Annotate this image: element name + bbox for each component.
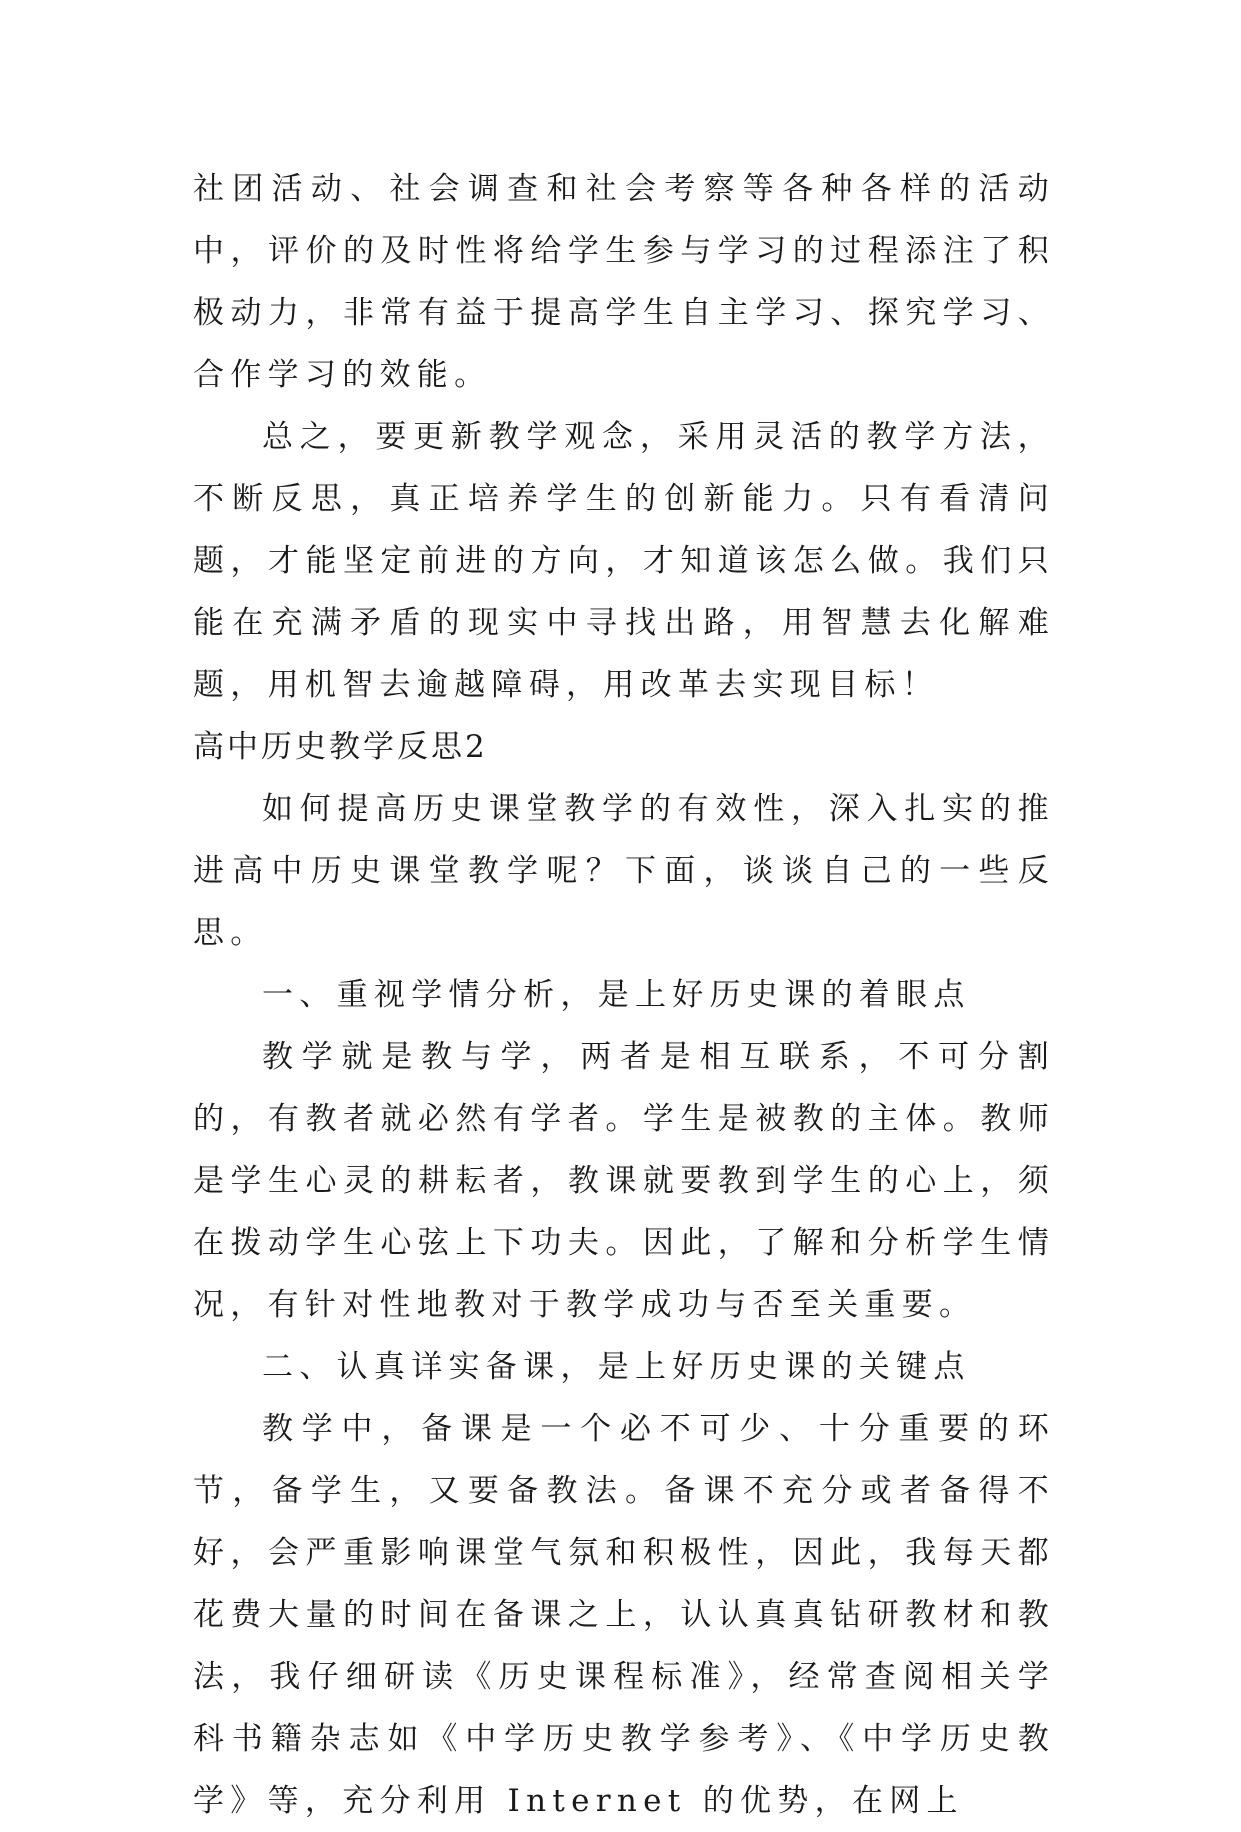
document-page (193, 158, 1055, 1832)
paragraph-1: 社团活动、社会调查和社会考察等各种各样的活动中，评价的及时性将给学生参与学习的过程添注了积极动力，非常有益于提高学生自主学习、探究学习、合作学习的效能。 (193, 171, 1055, 393)
subheading-2: 二、认真详实备课，是上好历史课的关键点 (262, 1349, 971, 1385)
paragraph-3: 如何提高历史课堂教学的有效性，深入扎实的推进高中历史课堂教学呢？下面，谈谈自己的一些反思。 (193, 791, 1055, 951)
paragraph-5: 教学中，备课是一个必不可少、十分重要的环节，备学生，又要备教法。备课不充分或者备得不好，会严重影响课堂气氛和积极性，因此，我每天都花费大量的时间在备课之上，认认真真钻研教材和教法，我仔细研读《历史课程标准》，经常查阅相关学科书籍杂志如《中学历史教学参考》、《中学历史教学》等，充分利用 Internet 的优势，在网上 (193, 1411, 1055, 1819)
section-heading: 高中历史教学反思2 (193, 729, 488, 765)
subheading-1: 一、重视学情分析，是上好历史课的着眼点 (262, 977, 971, 1013)
paragraph-4: 教学就是教与学，两者是相互联系，不可分割的，有教者就必然有学者。学生是被教的主体。教师是学生心灵的耕耘者，教课就要教到学生的心上，须在拨动学生心弦上下功夫。因此，了解和分析学生情况，有针对性地教对于教学成功与否至关重要。 (193, 1039, 1055, 1323)
paragraph-2: 总之，要更新教学观念，采用灵活的教学方法，不断反思，真正培养学生的创新能力。只有看清问题，才能坚定前进的方向，才知道该怎么做。我们只能在充满矛盾的现实中寻找出路，用智慧去化解难题，用机智去逾越障碍，用改革去实现目标！ (193, 419, 1055, 703)
